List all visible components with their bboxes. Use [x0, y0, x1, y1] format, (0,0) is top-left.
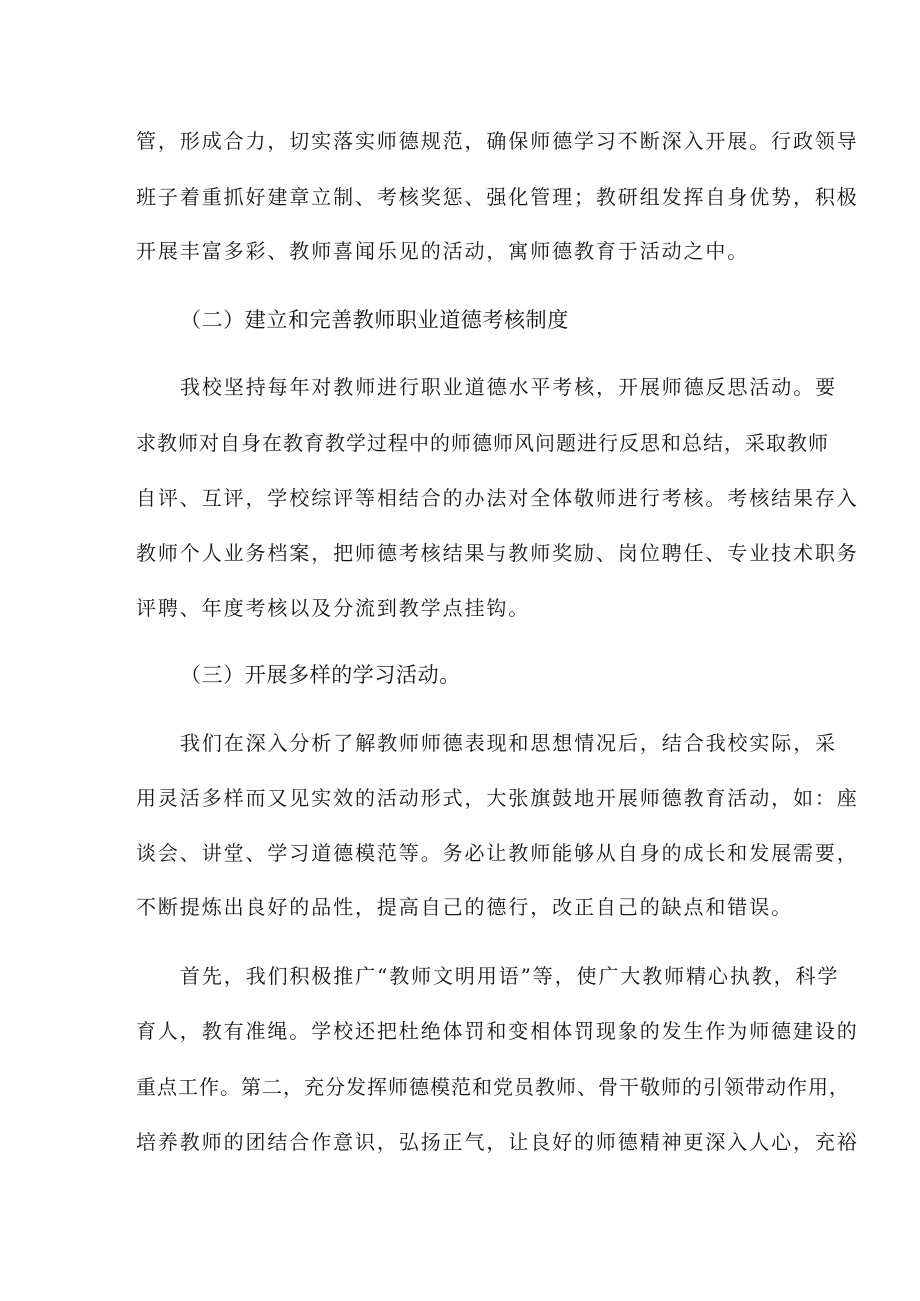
- paragraph-line: 用灵活多样而又见实效的活动形式，大张旗鼓地开展师德教育活动，如：座: [136, 786, 859, 810]
- paragraph-line: 自评、互评，学校综评等相结合的办法对全体敬师进行考核。考核结果存入: [136, 486, 859, 510]
- paragraph-line: 谈会、讲堂、学习道德模范等。务必让教师能够从自身的成长和发展需要，: [136, 841, 859, 865]
- paragraph-line: 班子着重抓好建章立制、考核奖惩、强化管理；教研组发挥自身优势，积极: [136, 185, 859, 209]
- paragraph-line: 我校坚持每年对教师进行职业道德水平考核，开展师德反思活动。要: [180, 375, 837, 399]
- paragraph-line: 教师个人业务档案，把师德考核结果与教师奖励、岗位聘任、专业技术职务: [136, 541, 859, 565]
- paragraph-line: 培养教师的团结合作意识，弘扬正气，让良好的师德精神更深入人心，充裕: [136, 1130, 859, 1154]
- paragraph-line: 管，形成合力，切实落实师德规范，确保师德学习不断深入开展。行政领导: [136, 129, 859, 153]
- paragraph-line: 不断提炼出良好的品性，提高自己的德行，改正自己的缺点和错误。: [136, 895, 793, 919]
- paragraph-line: 开展丰富多彩、教师喜闻乐见的活动，寓师德教育于活动之中。: [136, 239, 750, 263]
- section-heading: （三）开展多样的学习活动。: [180, 663, 461, 687]
- section-heading: （二）建立和完善教师职业道德考核制度: [180, 308, 569, 332]
- paragraph-line: 首先，我们积极推广“教师文明用语”等，使广大教师精心执教，科学: [180, 964, 840, 988]
- paragraph-line: 重点工作。第二，充分发挥师德模范和党员教师、骨干敬师的引领带动作用，: [136, 1075, 850, 1099]
- paragraph-line: 我们在深入分析了解教师师德表现和思想情况后，结合我校实际，采: [180, 731, 837, 755]
- paragraph-line: 求教师对自身在教育教学过程中的师德师风问题进行反思和总结，采取教师: [136, 431, 829, 455]
- paragraph-line: 评聘、年度考核以及分流到教学点挂钩。: [136, 596, 531, 620]
- paragraph-line: 育人，教有准绳。学校还把杜绝体罚和变相体罚现象的发生作为师德建设的: [136, 1019, 859, 1043]
